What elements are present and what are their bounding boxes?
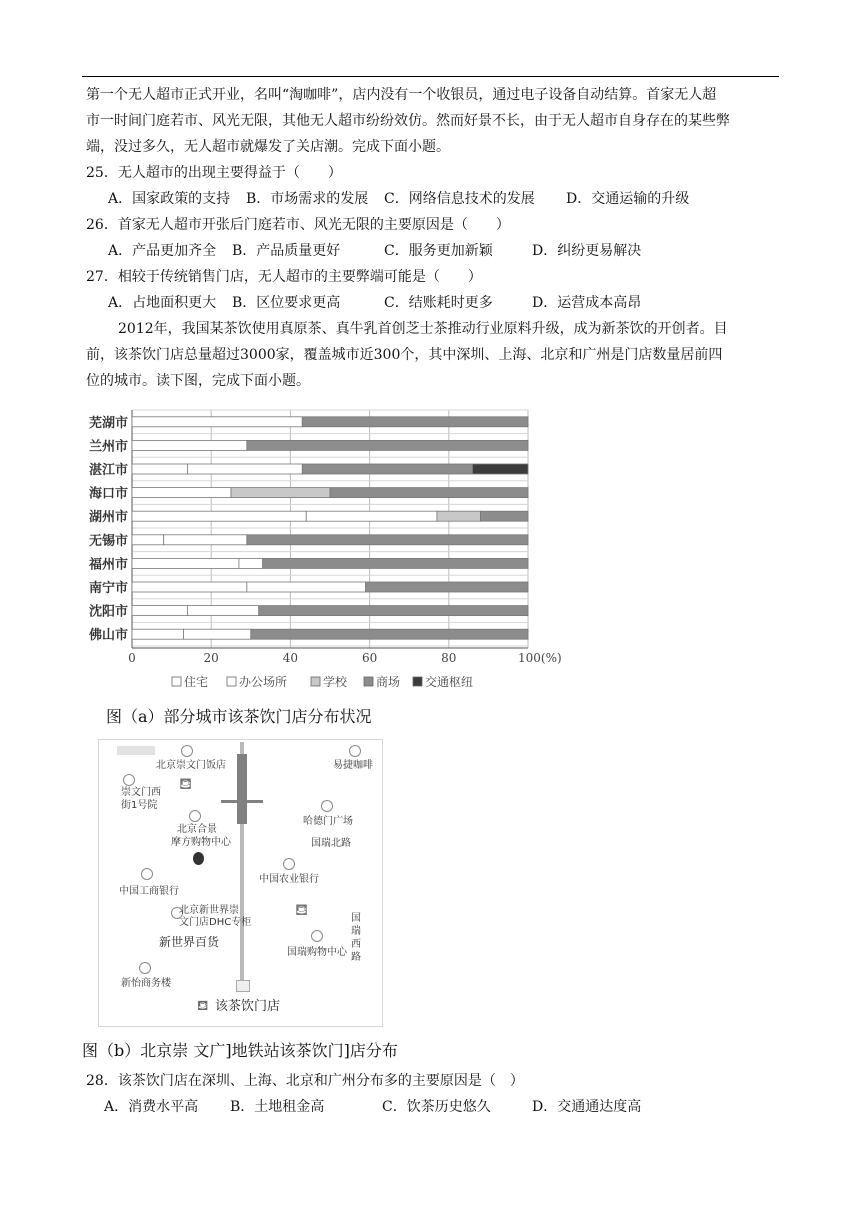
question-26-option-c[interactable]: C．服务更加新颖: [384, 243, 493, 259]
question-26-option-b[interactable]: B．产品质量更好: [232, 243, 341, 259]
tea-store-icon: ⛾: [179, 774, 193, 793]
map-label-chongwen-hotel: 北京崇文门饭店: [156, 760, 226, 771]
question-27-option-c[interactable]: C．结账耗时更多: [384, 295, 493, 311]
bar-segment: [183, 629, 250, 639]
bar-segment: [132, 417, 302, 427]
bar-segment: [132, 558, 239, 568]
question-26-stem: 26．首家无人超市开张后门庭若市、风光无限的主要原因是（ ）: [86, 217, 510, 233]
map-label-xinyi: 新怡商务楼: [121, 978, 171, 989]
map-label-newworld-1: 北京新世界崇: [179, 905, 239, 916]
legend-swatch: [311, 677, 320, 686]
square-icon: [321, 800, 333, 812]
map-label-chongwen-west: 崇文门西: [121, 787, 161, 798]
question-28-option-a[interactable]: A．消费水平高: [104, 1099, 199, 1115]
category-label: 沈阳市: [88, 604, 128, 620]
map-label-newworld-2: 文门店DHC专柜: [179, 917, 252, 928]
map-label-icbc-bank: 中国工商银行: [119, 886, 179, 897]
question-27-stem: 27．相较于传统销售门店，无人超市的主要弊端可能是（ ）: [86, 269, 482, 285]
building-icon: [123, 774, 135, 786]
office-icon: [139, 962, 151, 974]
bar-segment: [132, 488, 231, 498]
figure-a-caption: 图（a）部分城市该茶饮门店分布状况: [106, 707, 372, 726]
passage-line-3: 位的城市。读下图，完成下面小题。: [86, 373, 310, 389]
bar-segment: [247, 440, 528, 450]
map-label-street-1: 街1号院: [121, 800, 158, 811]
legend-label: 住宅: [184, 675, 209, 689]
map-legend-label: 该茶饮门店: [215, 999, 281, 1014]
legend-label: 交通枢纽: [425, 675, 474, 689]
category-label: 无锡市: [88, 533, 128, 549]
bar-segment: [247, 582, 366, 592]
legend-swatch: [227, 677, 236, 686]
subway-station-block: [237, 754, 247, 824]
legend-label: 商场: [376, 675, 401, 689]
tea-store-icon-2: ⛾: [295, 900, 309, 919]
bar-segment: [473, 464, 528, 474]
question-25-stem: 25．无人超市的出现主要得益于（ ）: [86, 165, 342, 181]
x-tick-label: 20: [203, 651, 219, 665]
x-tick-label: 60: [361, 651, 378, 665]
question-26-option-a[interactable]: A．产品更加齐全: [108, 243, 217, 259]
bar-segment: [132, 440, 247, 450]
bar-segment: [302, 464, 472, 474]
shopping-center-icon: [311, 930, 323, 942]
city-store-distribution-chart: [80, 404, 580, 690]
question-28-option-c[interactable]: C．饮茶历史悠久: [382, 1099, 491, 1115]
map-label-guorui-north: 国瑞北路: [311, 838, 351, 849]
intro-line-1: 第一个无人超市正式开业，名叫“淘咖啡”，店内没有一个收银员，通过电子设备自动结算。首家无人超: [86, 87, 717, 103]
question-27-option-b[interactable]: B．区位要求更高: [232, 295, 341, 311]
map-label-yijie-cafe: 易捷咖啡: [333, 760, 373, 771]
question-28-option-b[interactable]: B．土地租金高: [230, 1099, 325, 1115]
subway-crossbar: [221, 800, 263, 803]
bar-segment: [132, 511, 306, 521]
x-tick-label-max: 100(%): [518, 651, 562, 665]
question-27-option-a[interactable]: A．占地面积更大: [108, 295, 217, 311]
map-faded-block: [117, 746, 155, 755]
bar-segment: [480, 511, 528, 521]
x-tick-label: 40: [282, 651, 299, 665]
category-label: 福州市: [88, 557, 128, 573]
map-label-hejing: 北京合景: [177, 824, 217, 835]
cafe-icon: [349, 745, 361, 757]
bar-segment: [302, 417, 528, 427]
category-label: 湖州市: [88, 510, 128, 526]
legend-label: 学校: [323, 675, 348, 689]
bar-segment: [187, 606, 258, 616]
bar-segment: [330, 488, 528, 498]
passage-line-1: 2012年，我国某茶饮使用真原茶、真牛乳首创芝士茶推动行业原料升级，成为新茶饮的开创者。目: [118, 321, 728, 337]
map-label-newworld-dept: 新世界百货: [159, 935, 220, 949]
category-label: 芜湖市: [88, 415, 128, 431]
category-label: 兰州市: [88, 439, 128, 455]
figure-b-caption: 图（b）北京崇 文广]地铁站该茶饮门]店分布: [82, 1041, 398, 1060]
bar-segment: [366, 582, 528, 592]
bar-segment: [132, 535, 164, 545]
intro-line-3: 端，没过多久，无人超市就爆发了关店潮。完成下面小题。: [86, 139, 450, 155]
bar-segment: [164, 535, 247, 545]
mall-icon: [189, 810, 201, 822]
bar-segment: [306, 511, 437, 521]
map-label-hademen-square: 哈德门广场: [303, 816, 353, 827]
x-tick-label: 0: [128, 651, 136, 665]
question-28-option-d[interactable]: D．交通通达度高: [532, 1099, 642, 1115]
legend-label: 办公场所: [239, 675, 288, 689]
bar-segment: [247, 535, 528, 545]
legend-swatch: [413, 677, 422, 686]
category-label: 湛江市: [88, 463, 128, 478]
category-label: 南宁市: [88, 581, 128, 596]
bar-segment: [263, 558, 528, 568]
bar-segment: [132, 606, 187, 616]
question-25-option-c[interactable]: C．网络信息技术的发展: [384, 191, 535, 207]
bar-segment: [132, 629, 183, 639]
bar-segment: [239, 558, 263, 568]
bar-segment: [187, 464, 302, 474]
bar-segment: [251, 629, 528, 639]
question-25-option-b[interactable]: B．市场需求的发展: [246, 191, 369, 207]
category-label: 佛山市: [88, 628, 128, 644]
hotel-icon: [181, 745, 193, 757]
map-label-mofang: 摩方购物中心: [171, 837, 231, 848]
question-28-stem: 28．该茶饮门店在深圳、上海、北京和广州分布多的主要原因是（ ）: [86, 1073, 524, 1089]
header-rule: [82, 76, 779, 77]
question-27-option-d[interactable]: D．运营成本高昂: [532, 295, 642, 311]
bar-segment: [259, 606, 528, 616]
map-label-guorui-west: 国瑞西路: [351, 913, 361, 963]
map-label-guorui-mall: 国瑞购物中心: [287, 947, 347, 958]
intro-line-2: 市一时间门庭若市、风光无限，其他无人超市纷纷效仿。然而好景不长，由于无人超市自身存在的某些弊: [86, 113, 730, 129]
bank-icon: [283, 858, 295, 870]
bar-segment: [437, 511, 481, 521]
category-label: 海口市: [88, 486, 128, 502]
bank-icon-2: [141, 868, 153, 880]
question-25-option-a[interactable]: A．国家政策的支持: [108, 191, 231, 207]
x-tick-label: 80: [441, 651, 457, 665]
bar-segment: [132, 582, 247, 592]
bar-segment: [132, 464, 187, 474]
legend-tea-store-icon: ⛾: [197, 998, 209, 1014]
legend-swatch: [172, 677, 181, 686]
question-26-option-d[interactable]: D．纠纷更易解决: [532, 243, 642, 259]
subway-exit-icon: [236, 980, 250, 992]
legend-swatch: [364, 677, 373, 686]
question-25-option-d[interactable]: D．交通运输的升级: [566, 191, 690, 207]
metro-entrance-icon: [193, 852, 204, 865]
passage-line-2: 前，该茶饮门店总量超过3000家，覆盖城市近300个，其中深圳、上海、北京和广州是门店数量居前四: [86, 347, 723, 363]
bar-segment: [231, 488, 330, 498]
map-label-abc-bank: 中国农业银行: [259, 874, 319, 885]
store-location-map: [98, 739, 383, 1027]
